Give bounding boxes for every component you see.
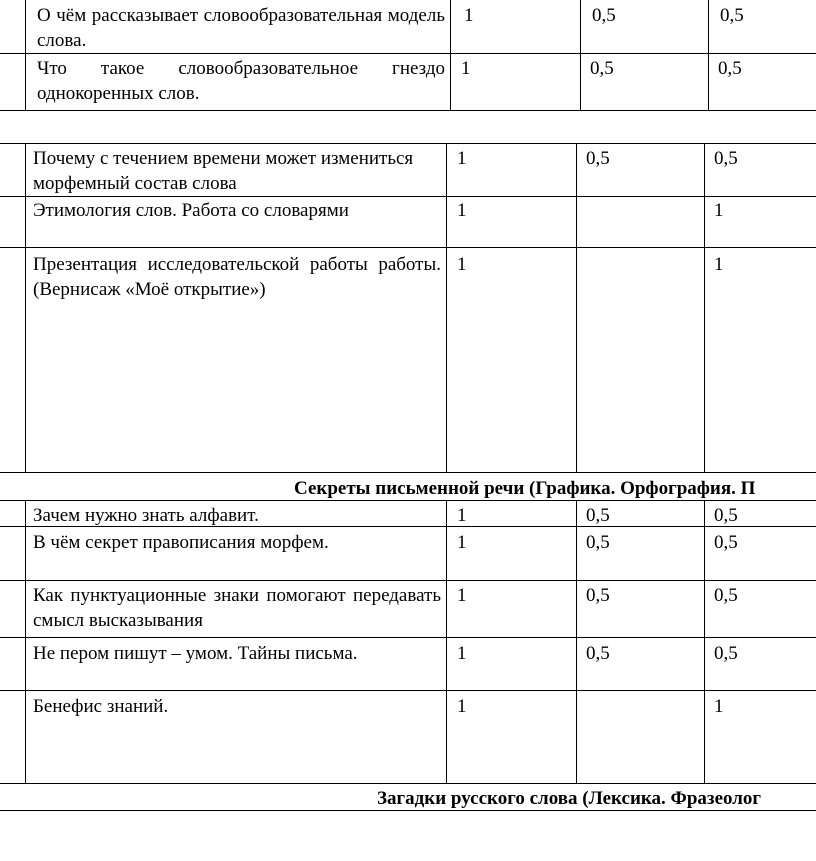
- table-cell-practice: 0,5: [720, 5, 744, 26]
- table-cell-hours: 1: [457, 254, 467, 275]
- section-heading: Загадки русского слова (Лексика. Фразеолог: [377, 788, 762, 809]
- row-divider: [0, 143, 816, 144]
- table-cell-practice: 1: [714, 696, 724, 717]
- column-divider: [25, 500, 26, 783]
- row-divider: [0, 580, 816, 581]
- table-cell-practice: 0,5: [714, 505, 738, 526]
- row-divider: [0, 637, 816, 638]
- table-cell-topic: Этимология слов. Работа со словарями: [33, 200, 349, 221]
- table-cell-topic: В чём секрет правописания морфем.: [33, 532, 329, 553]
- row-divider: [0, 783, 816, 784]
- table-cell-practice: 0,5: [714, 148, 738, 169]
- table-cell-theory: 0,5: [586, 585, 610, 606]
- table-cell-hours: 1: [464, 5, 474, 26]
- table-cell-practice: 1: [714, 200, 724, 221]
- table-cell-hours: 1: [461, 58, 471, 79]
- table-cell-theory: 0,5: [586, 505, 610, 526]
- table-cell-topic: Бенефис знаний.: [33, 696, 169, 717]
- section-heading: Секреты письменной речи (Графика. Орфография. П: [294, 478, 756, 499]
- row-divider: [0, 110, 816, 111]
- column-divider: [450, 0, 451, 110]
- table-cell-practice: 0,5: [718, 58, 742, 79]
- table-cell-hours: 1: [457, 148, 467, 169]
- table-cell-theory: 0,5: [590, 58, 614, 79]
- table-cell-topic: Как пунктуационные знаки помогают передавать смысл высказывания: [33, 585, 441, 631]
- table-cell-practice: 1: [714, 254, 724, 275]
- table-cell-hours: 1: [457, 505, 467, 526]
- column-divider: [576, 143, 577, 472]
- table-cell-topic: Зачем нужно знать алфавит.: [33, 505, 259, 526]
- table-cell-topic: О чём рассказывает словообразовательная модель слова.: [37, 5, 445, 51]
- table-cell-topic: Почему с течением времени может измениться морфемный состав слова: [33, 148, 414, 194]
- table-cell-topic: Что такое словообразовательное гнездо однокоренных слов.: [37, 58, 445, 104]
- row-divider: [0, 247, 816, 248]
- column-divider: [704, 143, 705, 472]
- table-cell-hours: 1: [457, 200, 467, 221]
- table-cell-hours: 1: [457, 585, 467, 606]
- row-divider: [0, 472, 816, 473]
- table-cell-theory: 0,5: [592, 5, 616, 26]
- column-divider: [25, 0, 26, 110]
- row-divider: [0, 196, 816, 197]
- table-cell-theory: 0,5: [586, 643, 610, 664]
- column-divider: [446, 143, 447, 472]
- table-cell-topic: Презентация исследовательской работы работы. (Вернисаж «Моё открытие»): [33, 254, 441, 300]
- table-cell-practice: 0,5: [714, 585, 738, 606]
- table-cell-hours: 1: [457, 696, 467, 717]
- table-cell-theory: 0,5: [586, 148, 610, 169]
- row-divider: [0, 690, 816, 691]
- table-cell-hours: 1: [457, 643, 467, 664]
- table-cell-theory: 0,5: [586, 532, 610, 553]
- table-cell-practice: 0,5: [714, 643, 738, 664]
- column-divider: [25, 143, 26, 472]
- table-cell-practice: 0,5: [714, 532, 738, 553]
- table-cell-hours: 1: [457, 532, 467, 553]
- table-cell-topic: Не пером пишут – умом. Тайны письма.: [33, 643, 358, 664]
- row-divider: [0, 53, 816, 54]
- column-divider: [446, 500, 447, 783]
